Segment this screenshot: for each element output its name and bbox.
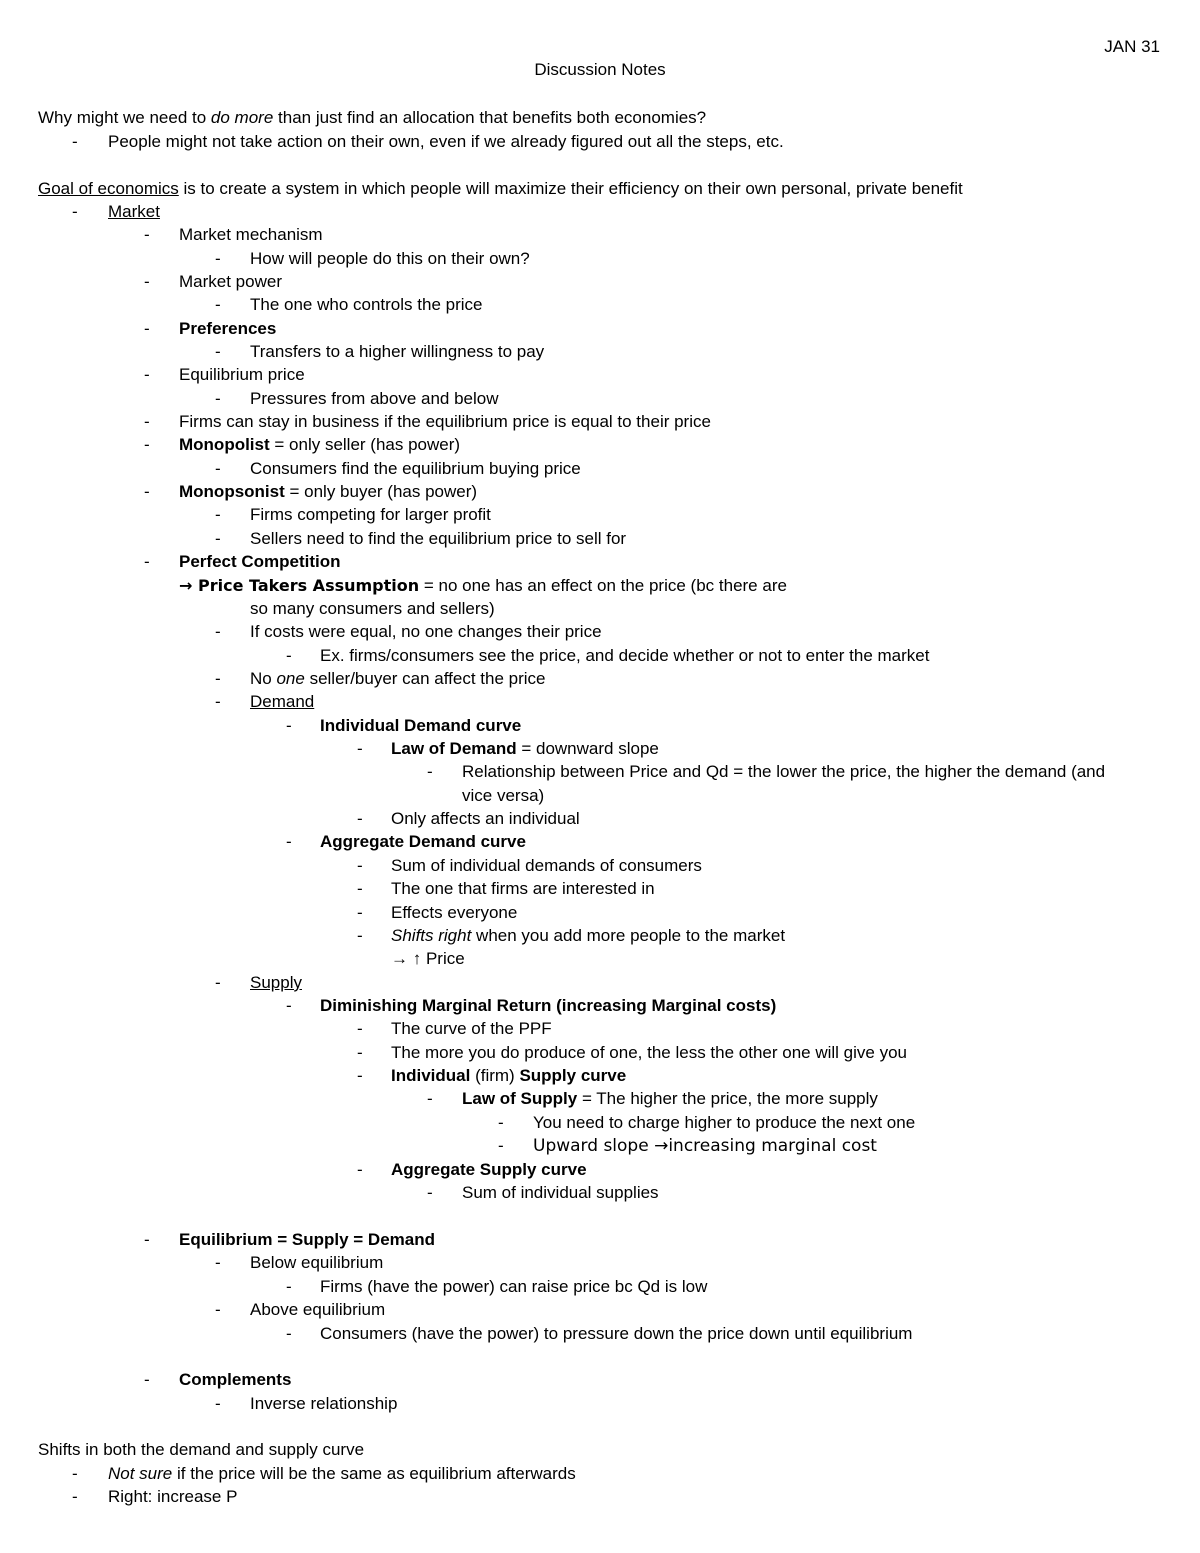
term-definition: = only seller (has power) xyxy=(269,435,461,454)
page-title: Discussion Notes xyxy=(534,60,666,79)
text: when you add more people to the market xyxy=(471,926,786,945)
list-item: Firms competing for larger profit xyxy=(250,505,491,524)
bullet-dash: - xyxy=(427,1089,433,1108)
bullet-dash: - xyxy=(144,319,150,338)
list-item: The one that firms are interested in xyxy=(391,879,655,898)
list-item: Market power xyxy=(179,272,282,291)
bullet-dash: - xyxy=(215,342,221,361)
list-item: How will people do this on their own? xyxy=(250,249,530,268)
bullet-dash: - xyxy=(498,1113,504,1132)
list-item-heading: Diminishing Marginal Return (increasing Marginal costs) xyxy=(320,996,777,1015)
term-bold: → Price Takers Assumption xyxy=(179,576,420,595)
bullet-dash: - xyxy=(357,879,363,898)
question-text: Why might we need to xyxy=(38,108,211,127)
list-item xyxy=(250,668,546,690)
list-item: Firms (have the power) can raise price bc Qd is low xyxy=(320,1277,708,1296)
bullet-dash: - xyxy=(215,1253,221,1272)
bullet-dash: - xyxy=(215,505,221,524)
bullet-dash: - xyxy=(144,1230,150,1249)
term-definition: = only buyer (has power) xyxy=(284,482,478,501)
list-item: Sum of individual supplies xyxy=(462,1183,659,1202)
bullet-dash: - xyxy=(357,903,363,922)
bullet-dash: - xyxy=(72,132,78,151)
list-item: Below equilibrium xyxy=(250,1253,384,1272)
list-item-heading: Aggregate Supply curve xyxy=(391,1160,587,1179)
bullet-dash: - xyxy=(357,739,363,758)
bullet-dash: - xyxy=(144,1370,150,1389)
list-item-heading: Perfect Competition xyxy=(179,552,341,571)
bullet-dash: - xyxy=(72,1464,78,1483)
bullet-dash: - xyxy=(215,973,221,992)
bullet-dash: - xyxy=(357,856,363,875)
bullet-dash: - xyxy=(215,295,221,314)
bullet-dash: - xyxy=(72,1487,78,1506)
list-item: Consumers find the equilibrium buying price xyxy=(250,459,581,478)
bullet-dash: - xyxy=(215,1394,221,1413)
term-bold: Individual xyxy=(391,1066,471,1085)
term-definition: = downward slope xyxy=(516,739,659,758)
list-item: Upward slope →increasing marginal cost xyxy=(533,1136,877,1156)
list-item: Ex. firms/consumers see the price, and decide whether or not to enter the market xyxy=(320,646,930,665)
bullet-dash: - xyxy=(357,1019,363,1038)
list-item xyxy=(179,481,477,503)
list-item: If costs were equal, no one changes their price xyxy=(250,622,602,641)
list-item: Effects everyone xyxy=(391,903,518,922)
list-item: Firms can stay in business if the equilibrium price is equal to their price xyxy=(179,412,711,431)
bullet-dash: - xyxy=(215,692,221,711)
bullet-dash: - xyxy=(357,1043,363,1062)
list-item xyxy=(179,575,787,597)
list-item: Equilibrium price xyxy=(179,365,305,384)
list-item: The one who controls the price xyxy=(250,295,483,314)
text-emphasis: Not sure xyxy=(108,1464,173,1483)
question-line xyxy=(38,107,706,129)
term-bold: Law of Supply xyxy=(462,1089,578,1108)
list-item xyxy=(391,738,659,760)
demand-heading: Demand xyxy=(250,692,315,711)
list-item: Above equilibrium xyxy=(250,1300,386,1319)
list-item: Market mechanism xyxy=(179,225,323,244)
goal-line xyxy=(38,178,963,200)
list-item: Inverse relationship xyxy=(250,1394,398,1413)
bullet-dash: - xyxy=(215,389,221,408)
list-item-heading: Preferences xyxy=(179,319,277,338)
list-item-continued: → ↑ Price xyxy=(391,949,465,968)
list-item-heading: Aggregate Demand curve xyxy=(320,832,526,851)
text: No xyxy=(250,669,277,688)
bullet-dash: - xyxy=(357,809,363,828)
date-label: JAN 31 xyxy=(1104,37,1160,56)
list-item: Only affects an individual xyxy=(391,809,580,828)
bullet-dash: - xyxy=(215,622,221,641)
question-answer: People might not take action on their own, even if we already figured out all the steps, etc. xyxy=(108,132,784,151)
list-item-heading: Complements xyxy=(179,1370,292,1389)
term-definition: = no one has an effect on the price (bc there are xyxy=(419,576,787,595)
term-bold: Law of Demand xyxy=(391,739,517,758)
bullet-dash: - xyxy=(144,225,150,244)
term-definition: = The higher the price, the more supply xyxy=(577,1089,878,1108)
goal-heading: Goal of economics xyxy=(38,179,179,198)
list-item xyxy=(179,434,460,456)
text-emphasis: one xyxy=(276,669,305,688)
bullet-dash: - xyxy=(144,435,150,454)
term-bold: Supply curve xyxy=(519,1066,627,1085)
list-item: The more you do produce of one, the less the other one will give you xyxy=(391,1043,907,1062)
section-heading: Shifts in both the demand and supply curve xyxy=(38,1440,365,1459)
market-heading: Market xyxy=(108,202,160,221)
text: (firm) xyxy=(470,1066,520,1085)
list-item: Consumers (have the power) to pressure down the price down until equilibrium xyxy=(320,1324,913,1343)
list-item xyxy=(391,925,785,947)
bullet-dash: - xyxy=(427,1183,433,1202)
list-item-continued: vice versa) xyxy=(462,786,545,805)
list-item: Sum of individual demands of consumers xyxy=(391,856,702,875)
list-item-heading: Individual Demand curve xyxy=(320,716,522,735)
bullet-dash: - xyxy=(215,669,221,688)
bullet-dash: - xyxy=(215,529,221,548)
bullet-dash: - xyxy=(215,249,221,268)
text: if the price will be the same as equilibrium afterwards xyxy=(172,1464,576,1483)
bullet-dash: - xyxy=(286,1324,292,1343)
bullet-dash: - xyxy=(144,482,150,501)
bullet-dash: - xyxy=(357,1160,363,1179)
list-item: The curve of the PPF xyxy=(391,1019,552,1038)
bullet-dash: - xyxy=(144,365,150,384)
text: seller/buyer can affect the price xyxy=(304,669,546,688)
bullet-dash: - xyxy=(498,1136,504,1155)
bullet-dash: - xyxy=(215,459,221,478)
bullet-dash: - xyxy=(144,552,150,571)
bullet-dash: - xyxy=(286,1277,292,1296)
list-item xyxy=(108,1463,576,1485)
goal-text: is to create a system in which people will maximize their efficiency on their own personal, private benefit xyxy=(178,179,963,198)
supply-heading: Supply xyxy=(250,973,302,992)
list-item: You need to charge higher to produce the next one xyxy=(533,1113,916,1132)
term-bold: Monopolist xyxy=(179,435,270,454)
bullet-dash: - xyxy=(215,1300,221,1319)
question-emphasis: do more xyxy=(210,108,274,127)
list-item-heading: Equilibrium = Supply = Demand xyxy=(179,1230,435,1249)
bullet-dash: - xyxy=(427,762,433,781)
question-text-end: than just find an allocation that benefits both economies? xyxy=(273,108,707,127)
bullet-dash: - xyxy=(144,272,150,291)
list-item: Pressures from above and below xyxy=(250,389,499,408)
bullet-dash: - xyxy=(286,996,292,1015)
list-item: Right: increase P xyxy=(108,1487,238,1506)
bullet-dash: - xyxy=(72,202,78,221)
bullet-dash: - xyxy=(286,716,292,735)
list-item: Relationship between Price and Qd = the lower the price, the higher the demand (and xyxy=(462,762,1106,781)
list-item xyxy=(462,1088,878,1110)
text-emphasis: Shifts right xyxy=(391,926,472,945)
bullet-dash: - xyxy=(286,646,292,665)
term-bold: Monopsonist xyxy=(179,482,285,501)
list-item xyxy=(391,1065,626,1087)
bullet-dash: - xyxy=(286,832,292,851)
bullet-dash: - xyxy=(144,412,150,431)
list-item: Transfers to a higher willingness to pay xyxy=(250,342,545,361)
list-item-continued: so many consumers and sellers) xyxy=(250,599,495,618)
list-item: Sellers need to find the equilibrium price to sell for xyxy=(250,529,627,548)
bullet-dash: - xyxy=(357,926,363,945)
bullet-dash: - xyxy=(357,1066,363,1085)
